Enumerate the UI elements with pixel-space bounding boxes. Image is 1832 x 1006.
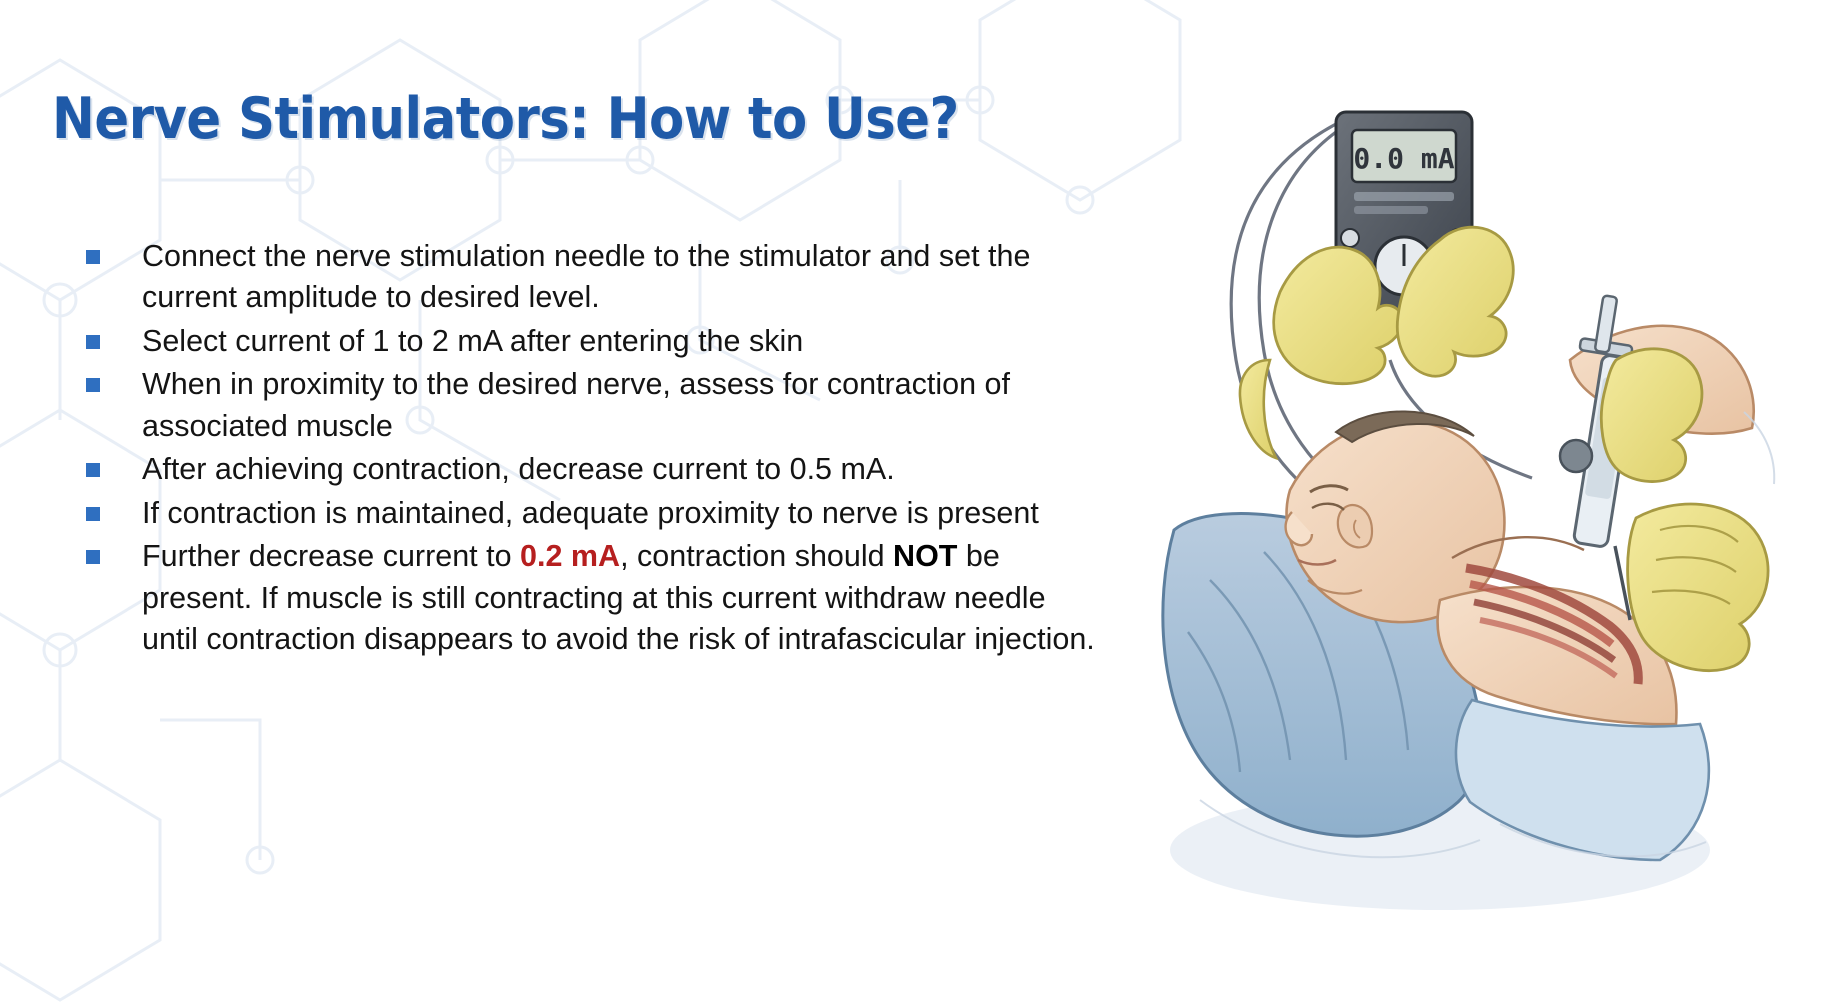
device-display-value: 0.0 mA xyxy=(1353,142,1455,175)
bullet-marker-icon xyxy=(86,463,100,477)
bullet-marker-icon xyxy=(86,335,100,349)
bullet-marker-icon xyxy=(86,250,100,264)
list-item xyxy=(86,236,1106,319)
bullet-text-segment: Further decrease current to xyxy=(142,539,521,574)
bullet-text: If contraction is maintained, adequate proximity to nerve is present xyxy=(142,495,1039,530)
clinician-glove-lower-hand xyxy=(1628,504,1768,671)
bullet-marker-icon xyxy=(86,550,100,564)
bullet-text-rich xyxy=(142,536,1106,660)
list-item xyxy=(86,493,1106,534)
list-item xyxy=(86,536,1106,660)
bullet-marker-icon xyxy=(86,378,100,392)
bullet-text: When in proximity to the desired nerve, assess for contraction of associated muscle xyxy=(142,367,1010,443)
emphasis-not: NOT xyxy=(893,539,958,574)
list-item xyxy=(86,321,1106,362)
bullet-text-segment: , contraction should xyxy=(620,539,894,574)
list-item xyxy=(86,449,1106,490)
bullet-text: Connect the nerve stimulation needle to the stimulator and set the current amplitude to desired level. xyxy=(142,239,1031,315)
highlight-current-value: 0.2 mA xyxy=(520,539,621,574)
bullet-marker-icon xyxy=(86,507,100,521)
list-item xyxy=(86,364,1106,447)
bullet-list xyxy=(86,236,1106,663)
bullet-text-segment: be present. If muscle is still contracting at this current withdraw needle until contraction disappears to avoid the risk of intrafascicular injection. xyxy=(142,539,1095,657)
bullet-text: After achieving contraction, decrease current to 0.5 mA. xyxy=(142,452,895,487)
page-title: Nerve Stimulators: How to Use? xyxy=(52,86,959,152)
clinician-glove-syringe-hand xyxy=(1601,349,1702,482)
nerve-stimulator-procedure-illustration xyxy=(1140,60,1800,940)
bullet-text: Select current of 1 to 2 mA after entering the skin xyxy=(142,323,804,358)
